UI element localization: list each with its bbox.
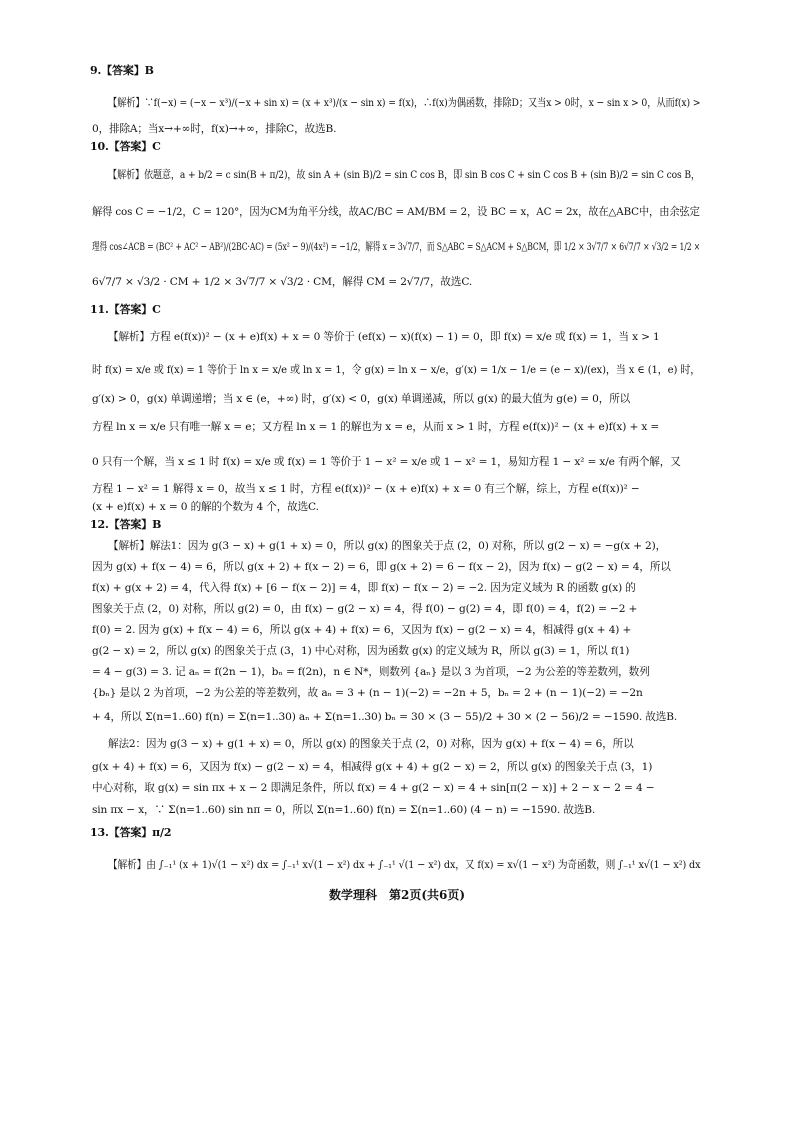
solution-line: 时 f(x) = x/e 或 f(x) = 1 等价于 ln x = x/e 或 ln x = 1，令 g(x) = ln x − x/e，g′(x) = 1/x − 1/e = (e − x)/(ex)，当 x ∈ (1，e) 时， xyxy=(92,364,701,376)
page-footer: 数学理科 第2页(共6页) xyxy=(328,888,466,902)
solution-line: 【解析】依题意，a + b/2 = c sin(B + π/2)，故 sin A + (sin B)/2 = sin C cos B，即 sin B cos C + sin C cos B + (sin B)/2 = sin C cos B， xyxy=(108,169,700,181)
solution-line: 0，排除A；当x→+∞时，f(x)→+∞，排除C，故选B. xyxy=(92,123,337,135)
solution-line: + 4，所以 Σ(n=1..60) f(n) = Σ(n=1..30) aₙ + Σ(n=1..30) bₙ = 30 × (3 − 55)/2 + 30 × (2 − 56)/2 = −1590. 故选B. xyxy=(92,711,678,723)
solution-line: 中心对称，取 g(x) = sin πx + x − 2 即满足条件，所以 f(x) = 4 + g(2 − x) = 4 + sin[π(2 − x)] + 2 − x − 2 = 4 − xyxy=(92,782,655,794)
solution-line: f(0) = 2. 因为 g(x) + f(x − 4) = 6，所以 g(x + 4) + f(x) = 6，又因为 f(x) − g(2 − x) = 4，相减得 g(x + 4) + xyxy=(92,624,632,636)
solution-line: g(2 − x) = 2，所以 g(x) 的图象关于点 (3，1) 中心对称，因为函数 g(x) 的定义域为 R，所以 g(3) = 1，所以 f(1) xyxy=(92,645,630,657)
solution-line: 方程 ln x = x/e 只有唯一解 x = e；又方程 ln x = 1 的解也为 x = e，从而 x > 1 时，方程 e(f(x))² − (x + e)f(x) + x = xyxy=(92,421,660,433)
solution-line: 【解析】方程 e(f(x))² − (x + e)f(x) + x = 0 等价于 (ef(x) − x)(f(x) − 1) = 0，即 f(x) = x/e 或 f(x) = 1，当 x > 1 xyxy=(108,331,660,343)
answer-label-q12: 12.【答案】B xyxy=(90,518,162,531)
answer-label-q9: 9.【答案】B xyxy=(90,64,154,77)
solution-line: 理得 cos∠ACB = (BC² + AC² − AB²)/(2BC·AC) = (5x² − 9)/(4x²) = −1/2，解得 x = 3√7/7，而 S△ABC = S△ACM + S△BCM，即 1/2 × 3√7/7 × 6√7/7 × √3/2 = 1/2 × xyxy=(92,241,701,253)
solution-line: 【解析】由 ∫₋₁¹ (x + 1)√(1 − x²) dx = ∫₋₁¹ x√(1 − x²) dx + ∫₋₁¹ √(1 − x²) dx，又 f(x) = x√(1 − x²) 为奇函数，则 ∫₋₁¹ x√(1 − x²) dx xyxy=(108,859,701,871)
solution-line: 【解析】解法1：因为 g(3 − x) + g(1 + x) = 0，所以 g(x) 的图象关于点 (2，0) 对称，所以 g(2 − x) = −g(x + 2)， xyxy=(108,540,667,552)
solution-line: (x + e)f(x) + x = 0 的解的个数为 4 个，故选C. xyxy=(92,501,319,513)
solution-line: 解法2：因为 g(3 − x) + g(1 + x) = 0，所以 g(x) 的图象关于点 (2，0) 对称，因为 g(x) + f(x − 4) = 6，所以 xyxy=(108,738,634,750)
solution-line: sin πx − x，∵ Σ(n=1..60) sin nπ = 0，所以 Σ(n=1..60) f(n) = Σ(n=1..60) (4 − n) = −1590. 故选B. xyxy=(92,804,596,816)
solution-line: 【解析】∵f(−x) = (−x − x³)/(−x + sin x) = (x + x³)/(x − sin x) = f(x)，∴f(x)为偶函数，排除D；又当x > 0时，x − sin x > 0，从而f(x) > xyxy=(108,97,701,109)
solution-line: 因为 g(x) + f(x − 4) = 6，所以 g(x + 2) + f(x − 2) = 6，即 g(x + 2) = 6 − f(x − 2)，因为 f(x) − g(2 − x) = 4，所以 xyxy=(92,561,671,573)
solution-line: g(x + 4) + f(x) = 6，又因为 f(x) − g(2 − x) = 4，相减得 g(x + 4) + g(2 − x) = 2，所以 g(x) 的图象关于点 (3，1) xyxy=(92,761,653,773)
solution-line: 6√7/7 × √3/2 · CM + 1/2 × 3√7/7 × √3/2 · CM，解得 CM = 2√7/7，故选C. xyxy=(92,276,473,288)
solution-line: 0 只有一个解，当 x ≤ 1 时 f(x) = x/e 或 f(x) = 1 等价于 1 − x² = x/e 或 1 − x² = 1，易知方程 1 − x² = x/e 有两个解，又 xyxy=(92,456,681,468)
solution-line: = 4 − g(3) = 3. 记 aₙ = f(2n − 1)，bₙ = f(2n)，n ∈ N*，则数列 {aₙ} 是以 3 为首项，−2 为公差的等差数列，数列 xyxy=(92,666,650,678)
solution-line: f(x) + g(x + 2) = 4，代入得 f(x) + [6 − f(x − 2)] = 4，即 f(x) − f(x − 2) = −2. 因为定义域为 R 的函数 g(x) 的 xyxy=(92,582,636,594)
solution-line: g′(x) > 0，g(x) 单调递增；当 x ∈ (e，+∞) 时，g′(x) < 0，g(x) 单调递减，所以 g(x) 的最大值为 g(e) = 0，所以 xyxy=(92,393,631,405)
answer-label-q13: 13.【答案】π/2 xyxy=(90,826,172,839)
answer-label-q11: 11.【答案】C xyxy=(90,303,161,316)
solution-line: {bₙ} 是以 2 为首项，−2 为公差的等差数列，故 aₙ = 3 + (n − 1)(−2) = −2n + 5，bₙ = 2 + (n − 1)(−2) = −2n xyxy=(92,687,643,699)
solution-line: 方程 1 − x² = 1 解得 x = 0，故当 x ≤ 1 时，方程 e(f(x))² − (x + e)f(x) + x = 0 有三个解，综上，方程 e(f(x))² − xyxy=(92,483,640,495)
solution-line: 图象关于点 (2，0) 对称，所以 g(2) = 0，由 f(x) − g(2 − x) = 4，得 f(0) − g(2) = 4，即 f(0) = 4，f(2) = −2 + xyxy=(92,603,638,615)
solution-line: 解得 cos C = −1/2，C = 120°，因为CM为角平分线，故AC/BC = AM/BM = 2，设 BC = x，AC = 2x，故在△ABC中，由余弦定 xyxy=(92,206,700,218)
answer-label-q10: 10.【答案】C xyxy=(90,140,161,153)
